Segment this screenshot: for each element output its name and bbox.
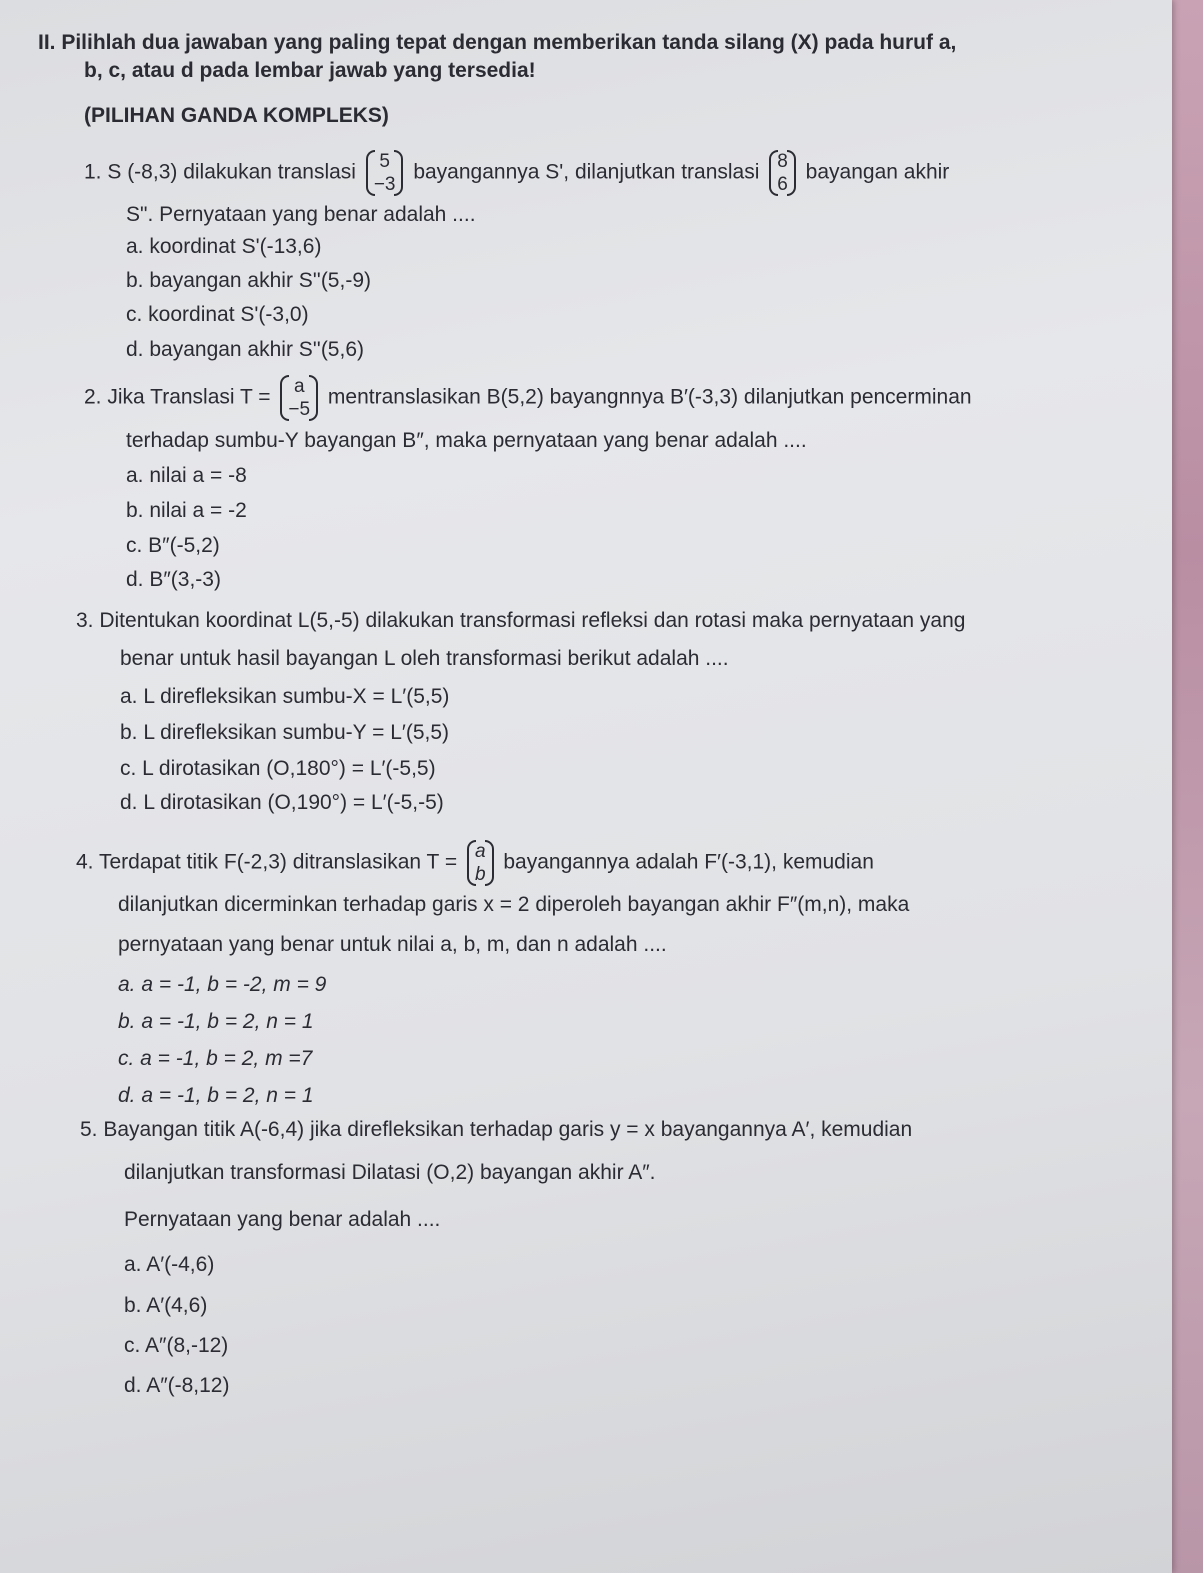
q4-vec-bottom: b	[474, 864, 486, 885]
q2-line1	[84, 375, 972, 421]
q4-option-d[interactable]: d. a = -1, b = 2, n = 1	[118, 1084, 314, 1107]
q5-option-d[interactable]: d. A″(-8,12)	[124, 1374, 230, 1397]
q4-option-a[interactable]: a. a = -1, b = -2, m = 9	[118, 973, 327, 996]
q3-option-b[interactable]: b. L direfleksikan sumbu-Y = L′(5,5)	[120, 721, 450, 744]
q3-option-d[interactable]: d. L dirotasikan (O,190°) = L′(-5,-5)	[120, 791, 444, 814]
q1-line1	[84, 150, 949, 196]
q1-line2: S". Pernyataan yang benar adalah ....	[126, 203, 476, 226]
q4-vec-top: a	[474, 841, 486, 862]
q5-option-a[interactable]: a. A′(-4,6)	[124, 1253, 215, 1276]
q2-option-c[interactable]: c. B″(-5,2)	[126, 534, 220, 557]
q5-line3: Pernyataan yang benar adalah ....	[124, 1208, 441, 1231]
q5-line2: dilanjutkan transformasi Dilatasi (O,2) bayangan akhir A″.	[124, 1161, 656, 1184]
q1-option-d[interactable]: d. bayangan akhir S''(5,6)	[126, 338, 364, 361]
q1-vec2-top: 8	[777, 151, 788, 172]
q1-option-a[interactable]: a. koordinat S'(-13,6)	[126, 235, 322, 258]
section-subtitle: (PILIHAN GANDA KOMPLEKS)	[84, 104, 389, 127]
q1-vec1-bottom: −3	[373, 174, 396, 195]
section-instruction-line1: II. Pilihlah dua jawaban yang paling tepat dengan memberikan tanda silang (X) pada huruf a,	[38, 31, 957, 54]
q2-translation-vector	[280, 375, 318, 421]
section-instruction-line2: b, c, atau d pada lembar jawab yang tersedia!	[84, 59, 536, 82]
q1-text-part1: 1. S (-8,3) dilakukan translasi	[84, 160, 356, 184]
q2-vec-top: a	[293, 376, 305, 397]
q3-option-a[interactable]: a. L direfleksikan sumbu-X = L′(5,5)	[120, 685, 450, 708]
q5-option-c[interactable]: c. A″(8,-12)	[124, 1334, 229, 1357]
q2-text-part2: mentranslasikan B(5,2) bayangnnya B′(-3,3) dilanjutkan pencerminan	[327, 385, 972, 409]
q4-text-part2: bayangannya adalah F′(-3,1), kemudian	[503, 850, 874, 874]
q2-text-part1: 2. Jika Translasi T =	[84, 385, 271, 409]
q4-line2: dilanjutkan dicerminkan terhadap garis x = 2 diperoleh bayangan akhir F″(m,n), maka	[118, 893, 910, 916]
q3-line1: 3. Ditentukan koordinat L(5,-5) dilakukan transformasi refleksi dan rotasi maka pernyataan yang	[76, 609, 966, 632]
q4-line3: pernyataan yang benar untuk nilai a, b, m, dan n adalah ....	[118, 933, 667, 956]
q1-vec1-top: 5	[379, 151, 390, 172]
q1-option-c[interactable]: c. koordinat S'(-3,0)	[126, 303, 309, 326]
q3-line2: benar untuk hasil bayangan L oleh transformasi berikut adalah ....	[120, 647, 729, 670]
q1-vec2-bottom: 6	[777, 174, 788, 195]
q4-text-part1: 4. Terdapat titik F(-2,3) ditranslasikan T =	[76, 850, 458, 874]
q3-option-c[interactable]: c. L dirotasikan (O,180°) = L′(-5,5)	[120, 757, 436, 780]
q2-option-d[interactable]: d. B″(3,-3)	[126, 568, 221, 591]
q2-option-a[interactable]: a. nilai a = -8	[126, 464, 247, 487]
q1-text-part3: bayangan akhir	[805, 160, 950, 184]
q4-option-b[interactable]: b. a = -1, b = 2, n = 1	[118, 1010, 314, 1033]
q2-option-b[interactable]: b. nilai a = -2	[126, 499, 247, 522]
q5-option-b[interactable]: b. A′(4,6)	[124, 1294, 208, 1317]
q2-line2: terhadap sumbu-Y bayangan B″, maka pernyataan yang benar adalah ....	[126, 429, 807, 452]
q2-vec-bottom: −5	[288, 399, 311, 420]
q4-line1	[76, 840, 874, 886]
q4-option-c[interactable]: c. a = -1, b = 2, m =7	[118, 1047, 313, 1070]
q1-option-b[interactable]: b. bayangan akhir S''(5,-9)	[126, 269, 371, 292]
q1-translation-vector-1	[366, 150, 404, 196]
q1-text-part2: bayangannya S', dilanjutkan translasi	[413, 160, 760, 184]
q4-translation-vector	[467, 840, 494, 886]
q5-line1: 5. Bayangan titik A(-6,4) jika direfleksikan terhadap garis y = x bayangannya A′, kemudian	[80, 1118, 913, 1141]
q1-translation-vector-2	[769, 150, 796, 196]
